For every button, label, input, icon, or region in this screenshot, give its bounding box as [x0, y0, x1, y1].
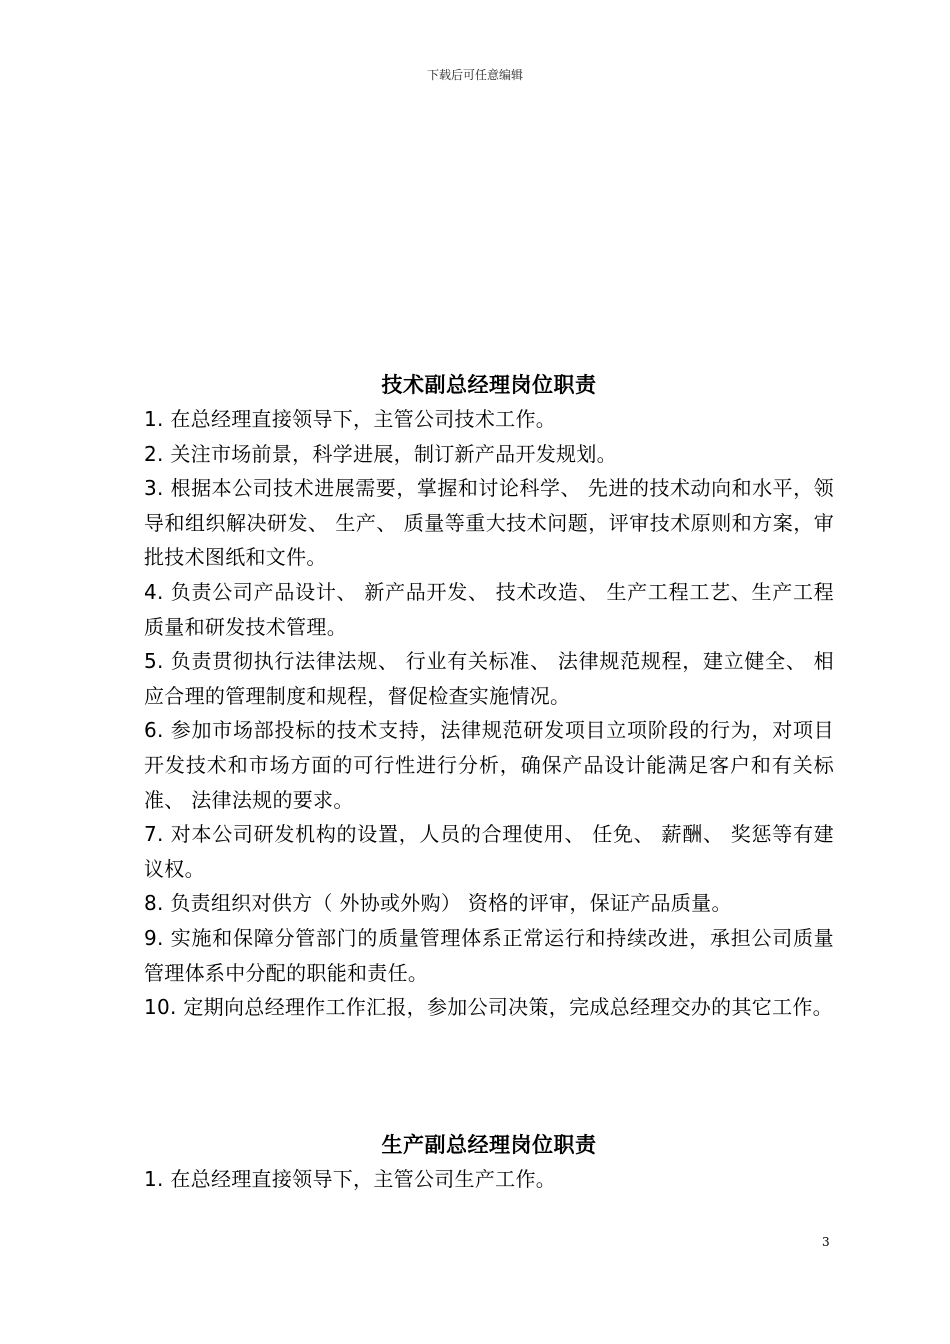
- duty-item: 5. 负责贯彻执行法律法规、 行业有关标准、 法律规范规程，建立健全、 相应合理的管理制度和规程，督促检查实施情况。: [144, 649, 834, 708]
- duty-item: 3. 根据本公司技术进展需要，掌握和讨论科学、 先进的技术动向和水平，领导和组织解决研发、 生产、 质量等重大技术问题，评审技术原则和方案，审批技术图纸和文件。: [144, 476, 834, 570]
- duty-item: 6. 参加市场部投标的技术支持，法律规范研发项目立项阶段的行为，对项目开发技术和市场方面的可行性进行分析，确保产品设计能满足客户和有关标准、 法律法规的要求。: [144, 718, 834, 812]
- duty-list: [144, 1162, 834, 1197]
- duty-list: [144, 402, 834, 1025]
- duty-item: 1. 在总经理直接领导下，主管公司技术工作。: [144, 407, 557, 431]
- section-title: 技术副总经理岗位职责: [381, 373, 597, 397]
- section-title: 生产副总经理岗位职责: [381, 1133, 597, 1157]
- section-production-vp: [144, 1128, 834, 1197]
- duty-item: 8. 负责组织对供方（ 外协或外购） 资格的评审，保证产品质量。: [144, 891, 732, 916]
- duty-item: 10. 定期向总经理作工作汇报，参加公司决策，完成总经理交办的其它工作。: [144, 995, 833, 1020]
- header-note: 下载后可任意编辑: [426, 68, 523, 82]
- page-number: 3: [822, 1235, 830, 1249]
- duty-item: 2. 关注市场前景，科学进展，制订新产品开发规划。: [144, 441, 617, 466]
- section-technical-vp: [144, 368, 834, 1025]
- duty-item: 4. 负责公司产品设计、 新产品开发、 技术改造、 生产工程工艺、生产工程质量和研发技术管理。: [144, 579, 834, 639]
- duty-item: 9. 实施和保障分管部门的质量管理体系正常运行和持续改进，承担公司质量管理体系中分配的职能和责任。: [144, 925, 834, 985]
- duty-item: 7. 对本公司研发机构的设置，人员的合理使用、 任免、 薪酬、 奖惩等有建议权。: [144, 822, 834, 881]
- duty-item: 1. 在总经理直接领导下，主管公司生产工作。: [144, 1167, 557, 1191]
